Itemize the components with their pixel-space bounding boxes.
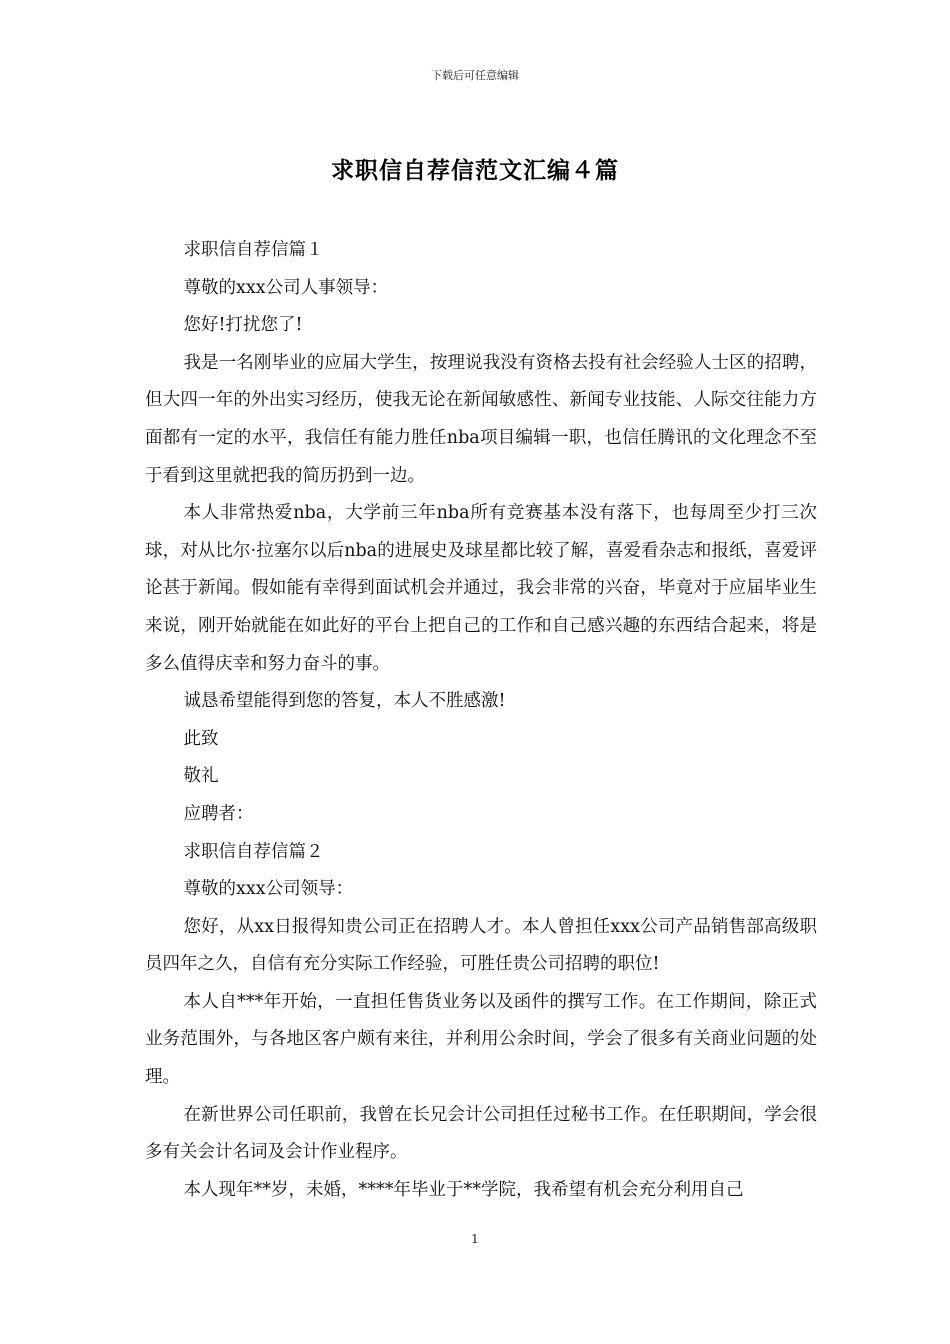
page-number: 1 (471, 1232, 479, 1246)
body-paragraph: 本人自***年开始，一直担任售货业务以及函件的撰写工作。在工作期间，除正式业务范围外，与各地区客户颇有来往，并利用公余时间，学会了很多有关商业问题的处理。 (145, 991, 817, 1088)
closing-cizhi: 此致 (183, 728, 219, 749)
body-paragraph: 本人现年**岁，未婚，****年毕业于**学院，我希望有机会充分利用自己 (183, 1179, 744, 1200)
section-heading-1: 求职信自荐信篇１ (183, 240, 324, 260)
greeting-1: 您好!打扰您了! (183, 315, 303, 336)
document-title: 求职信自荐信范文汇编４篇 (331, 158, 619, 184)
page-header-note: 下载后可任意编辑 (431, 69, 519, 82)
salutation-1: 尊敬的xxx公司人事领导： (183, 277, 389, 298)
document-body (145, 232, 817, 1209)
salutation-2: 尊敬的xxx公司领导： (183, 879, 354, 900)
body-paragraph: 您好，从xx日报得知贵公司正在招聘人才。本人曾担任xxx公司产品销售部高级职员四年之久，自信有充分实际工作经验，可胜任贵公司招聘的职位! (145, 916, 817, 975)
body-paragraph: 在新世界公司任职前，我曾在长兄会计公司担任过秘书工作。在任职期间，学会很多有关会计名词及会计作业程序。 (145, 1104, 817, 1163)
closing-jingli: 敬礼 (183, 766, 219, 787)
signature-applicant: 应聘者： (183, 803, 254, 824)
closing-request: 诚恳希望能得到您的答复，本人不胜感激! (183, 691, 506, 712)
body-paragraph: 本人非常热爱nba，大学前三年nba所有竞赛基本没有落下，也每周至少打三次球，对从比尔·拉塞尔以后nba的进展史及球星都比较了解，喜爱看杂志和报纸，喜爱评论甚于新闻。假如能有幸得到面试机会并通过，我会非常的兴奋，毕竟对于应届毕业生来说，刚开始就能在如此好的平台上把自己的工作和自己感兴趣的东西结合起来，将是多么值得庆幸和努力奋斗的事。 (145, 503, 817, 674)
section-heading-2: 求职信自荐信篇２ (183, 841, 324, 862)
body-paragraph: 我是一名刚毕业的应届大学生，按理说我没有资格去投有社会经验人士区的招聘，但大四一年的外出实习经历，使我无论在新闻敏感性、新闻专业技能、人际交往能力方面都有一定的水平，我信任有能力胜任nba项目编辑一职，也信任腾讯的文化理念不至于看到这里就把我的简历扔到一边。 (145, 352, 817, 486)
